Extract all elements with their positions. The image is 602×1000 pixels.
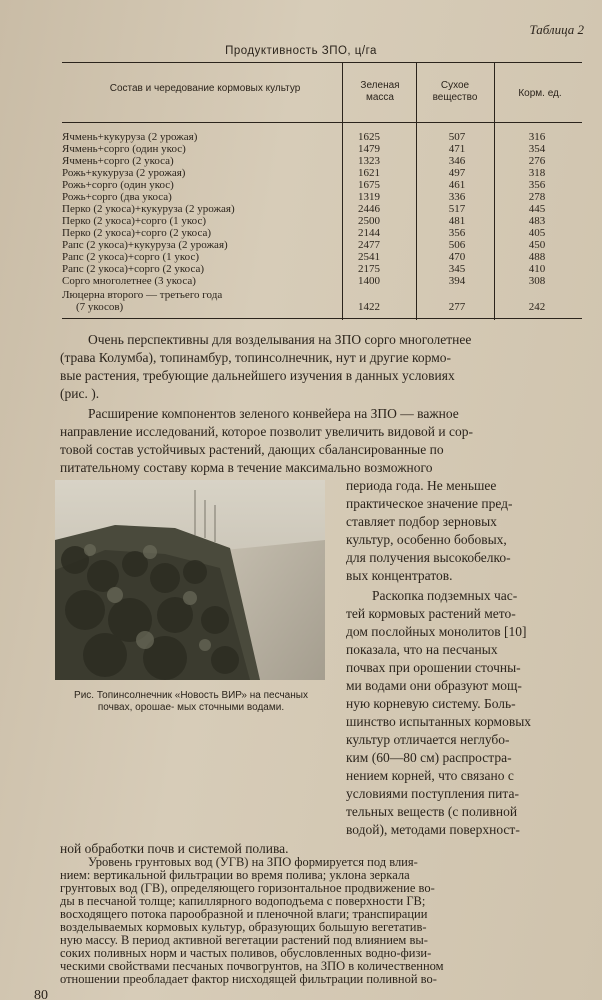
row-crop: Рапс (2 укоса)+сорго (1 укос) [62,251,200,263]
row-green-mass: 1400 [358,275,380,287]
text-line: ческими свойствами песчаных почвогрунтов, на ЗПО в количественном [60,959,444,973]
text-line: (рис. ). [60,386,100,401]
row-dry-matter: 506 [448,239,466,251]
text-line: грунтовых вод (ГВ), определяющего горизонтальное продвижение во- [60,881,435,895]
row-green-mass: 2175 [358,263,380,275]
row-crop: Ячмень+кукуруза (2 урожая) [62,131,198,143]
text-line: Уровень грунтовых вод (УГВ) на ЗПО формируется под влия- [88,855,418,869]
row-feed-units: 242 [528,301,546,313]
table-row [62,239,582,251]
text-line: культур отличается неглубо- [346,732,510,747]
row-feed-units: 318 [528,167,546,179]
header-dry-matter: Сухое вещество [432,80,478,103]
row-green-mass: 1479 [358,143,380,155]
row-feed-units: 308 [528,275,546,287]
row-dry-matter: 336 [448,191,466,203]
text-line: (трава Колумба), топинамбур, топинсолнечник, нут и другие кормо- [60,350,452,365]
table-row [62,155,582,167]
row-feed-units: 483 [528,215,546,227]
figure-photo-topinsolnechnik [55,480,325,680]
table-row-last-line1 [62,289,582,301]
row-dry-matter: 277 [448,301,466,313]
text-line: тей кормовых растений мето- [346,606,516,621]
text-line: ким (60—80 см) распростра- [346,750,512,765]
row-green-mass: 1625 [358,131,380,143]
row-green-mass: 1319 [358,191,380,203]
row-dry-matter: 507 [448,131,466,143]
row-dry-matter: 345 [448,263,466,275]
row-feed-units: 488 [528,251,546,263]
text-line: соких поливных норм и частых поливов, обусловленных водно-физи- [60,946,432,960]
text-line: Очень перспективны для возделывания на ЗПО сорго многолетнее [88,332,472,347]
table-number: Таблица 2 [529,22,584,37]
row-green-mass: 2541 [358,251,380,263]
text-line: шинство испытанных кормовых [346,714,532,729]
table-row-last [62,301,582,313]
row-dry-matter: 461 [448,179,466,191]
row-green-mass: 2500 [358,215,380,227]
row-dry-matter: 356 [448,227,466,239]
row-dry-matter: 346 [448,155,466,167]
header-crop-composition: Состав и чередование кормовых культур [109,83,301,94]
text-line: почвах при орошении сточны- [346,660,521,675]
row-green-mass: 1675 [358,179,380,191]
row-crop: (7 укосов) [76,301,124,313]
row-crop: Рожь+сорго (один укос) [62,179,174,191]
table-row [62,179,582,191]
row-dry-matter: 470 [448,251,466,263]
text-line: нением корней, что связано с [346,768,514,783]
text-line: Расширение компонентов зеленого конвейера на ЗПО — важное [88,406,459,421]
row-crop: Рожь+кукуруза (2 урожая) [62,167,186,179]
table-row [62,275,582,287]
row-crop: Рапс (2 укоса)+кукуруза (2 урожая) [62,239,228,251]
row-feed-units: 276 [528,155,546,167]
figure-caption: Рис. Топинсолнечник «Новость ВИР» на песчаных почвах, орошае- мых сточными водами. [74,690,308,713]
row-dry-matter: 394 [448,275,466,287]
row-dry-matter: 517 [448,203,466,215]
header-feed-units: Корм. ед. [518,88,562,99]
table-bottom-rule [62,318,582,319]
figure-photo-drawing [55,480,325,680]
text-line: культур, особенно бобовых, [346,532,507,547]
table-title: Продуктивность ЗПО, ц/га [225,45,377,57]
text-line: вых концентратов. [346,568,453,583]
text-line: показала, что на песчаных [346,642,498,657]
row-crop: Ячмень+сорго (один укос) [62,143,186,155]
row-crop: Ячмень+сорго (2 укоса) [62,155,174,167]
row-feed-units: 405 [528,227,546,239]
text-line: практическое значение пред- [346,496,513,511]
text-line: нием: вертикальной фильтрации во время полива; уклона зеркала [60,868,410,882]
row-green-mass: 2144 [358,227,380,239]
row-crop: Перко (2 укоса)+сорго (2 укоса) [62,227,212,239]
table-top-rule [62,62,582,63]
row-crop: Рожь+сорго (два укоса) [62,191,172,203]
row-feed-units: 356 [528,179,546,191]
row-crop: Сорго многолетнее (3 укоса) [62,275,196,287]
text-line: ды в песчаной толще; капиллярного водоподъема с поверхности ГВ; [60,894,426,908]
row-dry-matter: 497 [448,167,466,179]
row-green-mass: 1422 [358,301,380,313]
row-feed-units: 354 [528,143,546,155]
text-line: тельных веществ (с поливной [346,804,518,819]
text-line: восходящего потока парообразной и пленочной влаги; транспирации [60,907,428,921]
text-line: Раскопка подземных час- [372,588,518,603]
text-line: ми водами они образуют мощ- [346,678,522,693]
row-crop: Перко (2 укоса)+сорго (1 укос) [62,215,206,227]
table-row [62,263,582,275]
row-green-mass: 2446 [358,203,380,215]
text-line: дом послойных монолитов [10] [346,624,527,639]
row-dry-matter: 481 [448,215,466,227]
row-dry-matter: 471 [448,143,466,155]
text-line: периода года. Не меньшее [346,478,497,493]
row-crop: Перко (2 укоса)+кукуруза (2 урожая) [62,203,235,215]
text-line: ную массу. В период активной вегетации растений под влиянием вы- [60,933,428,947]
text-line: для получения высокобелко- [346,550,511,565]
text-line: питательному составу корма в течение максимально возможного [60,460,433,475]
text-line: вые растения, требующие дальнейшего изучения в данных условиях [60,368,455,383]
table-header-rule [62,122,582,123]
page-number: 80 [34,988,48,1000]
header-green-mass: Зеленая масса [360,80,400,103]
text-line: отношении преобладает фактор нисходящей фильтрации поливной во- [60,972,437,986]
table-row [62,131,582,143]
text-line: условиями поступления пита- [346,786,519,801]
table-row [62,143,582,155]
table-row [62,191,582,203]
text-line: направление исследований, которое позволит увеличить видовой и сор- [60,424,473,439]
row-feed-units: 316 [528,131,546,143]
text-line: ставляет подбор зерновых [346,514,497,529]
row-feed-units: 278 [528,191,546,203]
row-feed-units: 410 [528,263,546,275]
text-line: товой состав устойчивых растений, дающих сбалансированные по [60,442,444,457]
table-row [62,215,582,227]
row-green-mass: 2477 [358,239,380,251]
text-line: водой), методами поверхност- [346,822,520,837]
table-row [62,251,582,263]
row-crop: Люцерна второго — третьего года [62,289,223,301]
text-line: ной обработки почв и системой полива. [60,841,289,856]
row-green-mass: 1621 [358,167,380,179]
table-row [62,203,582,215]
row-crop: Рапс (2 укоса)+сорго (2 укоса) [62,263,205,275]
text-line: возделываемых кормовых культур, образующих большую вегетатив- [60,920,427,934]
text-line: ную корневую систему. Боль- [346,696,516,711]
row-feed-units: 445 [528,203,546,215]
table-row [62,167,582,179]
row-green-mass: 1323 [358,155,380,167]
row-feed-units: 450 [528,239,546,251]
table-row [62,227,582,239]
